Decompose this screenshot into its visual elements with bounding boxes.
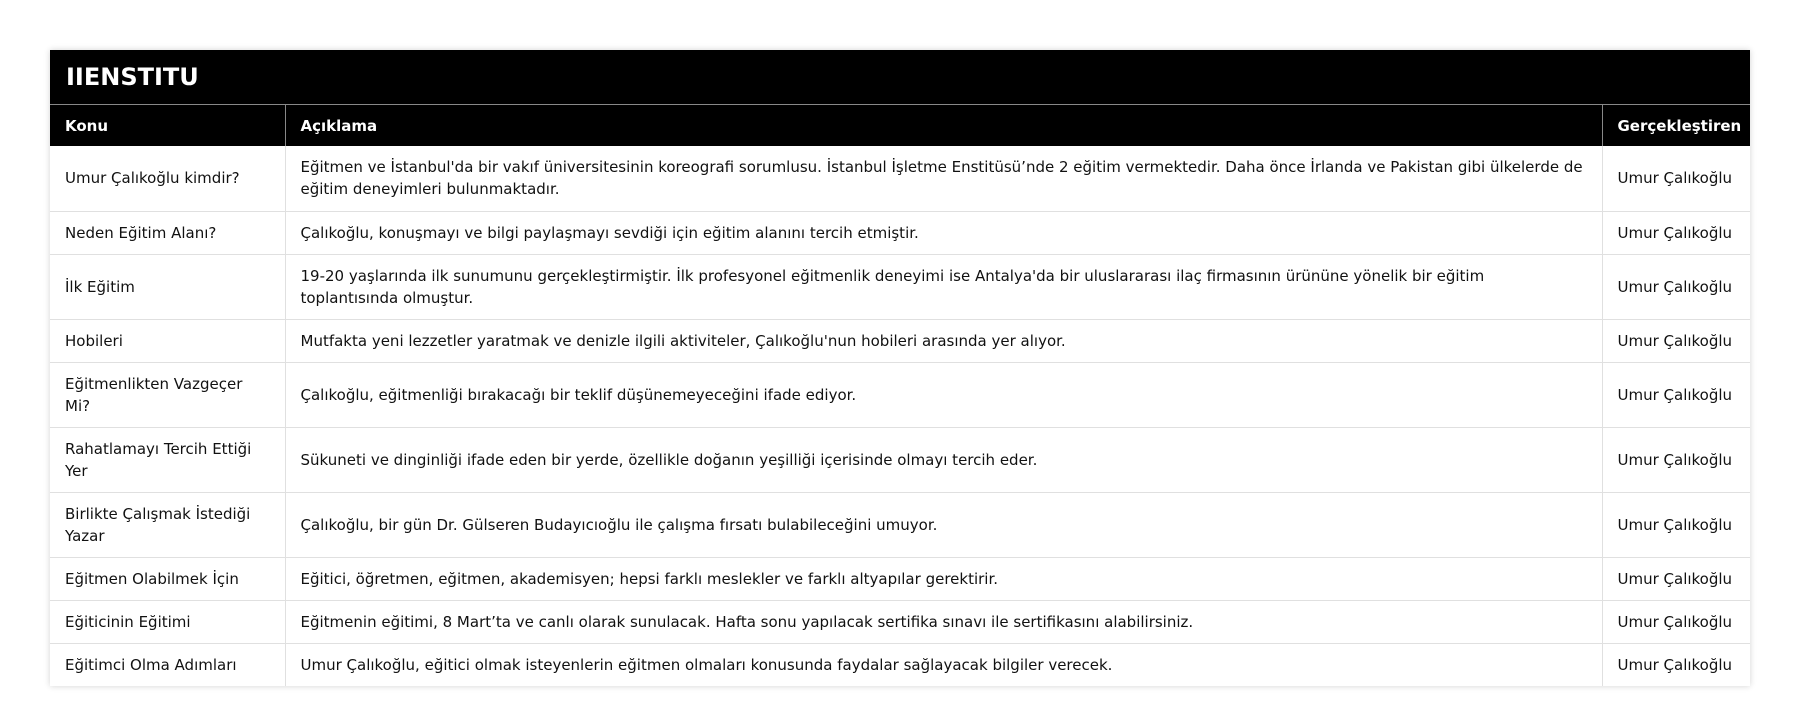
table-header-row <box>50 105 1750 146</box>
table-row <box>50 427 1750 492</box>
performer-cell: Umur Çalıkoğlu <box>1602 600 1750 643</box>
description-cell: Çalıkoğlu, konuşmayı ve bilgi paylaşmayı sevdiği için eğitim alanını tercih etmiştir. <box>285 211 1602 254</box>
performer-cell: Umur Çalıkoğlu <box>1602 492 1750 557</box>
description-cell: Eğitici, öğretmen, eğitmen, akademisyen; hepsi farklı meslekler ve farklı altyapılar gerektirir. <box>285 557 1602 600</box>
table-row <box>50 319 1750 362</box>
performer-cell: Umur Çalıkoğlu <box>1602 427 1750 492</box>
header-aciklama: Açıklama <box>285 105 1602 146</box>
table-row <box>50 254 1750 319</box>
table-row <box>50 492 1750 557</box>
table-row <box>50 211 1750 254</box>
performer-cell: Umur Çalıkoğlu <box>1602 254 1750 319</box>
info-table <box>50 105 1750 686</box>
performer-cell: Umur Çalıkoğlu <box>1617 169 1733 188</box>
info-table-card <box>50 50 1750 686</box>
topic-cell: Birlikte Çalışmak İstediği Yazar <box>50 492 285 557</box>
performer-cell: Umur Çalıkoğlu <box>1602 211 1750 254</box>
description-cell: Sükuneti ve dinginliği ifade eden bir yerde, özellikle doğanın yeşilliği içerisinde olmayı tercih eder. <box>285 427 1602 492</box>
description-cell: 19-20 yaşlarında ilk sunumunu gerçekleştirmiştir. İlk profesyonel eğitmenlik deneyimi ise Antalya'da bir uluslararası ilaç firmasının ürününe yönelik bir eğitim toplantısında olmuştur. <box>285 254 1602 319</box>
topic-cell: Rahatlamayı Tercih Ettiği Yer <box>50 427 285 492</box>
topic-cell: Umur Çalıkoğlu kimdir? <box>50 146 285 211</box>
topic-cell: Eğitmenlikten Vazgeçer Mi? <box>50 362 285 427</box>
brand-title: IIENSTITU <box>50 50 1750 105</box>
description-cell: Mutfakta yeni lezzetler yaratmak ve denizle ilgili aktiviteler, Çalıkoğlu'nun hobileri arasında yer alıyor. <box>285 319 1602 362</box>
description-cell: Eğitmenin eğitimi, 8 Mart’ta ve canlı olarak sunulacak. Hafta sonu yapılacak sertifika sınavı ile sertifikasını alabilirsiniz. <box>285 600 1602 643</box>
header-gerceklestiren: Gerçekleştiren <box>1602 105 1750 146</box>
topic-cell: İlk Eğitim <box>50 254 285 319</box>
topic-cell: Eğitmen Olabilmek İçin <box>50 557 285 600</box>
topic-cell: Hobileri <box>50 319 285 362</box>
table-row <box>50 362 1750 427</box>
description-cell: Çalıkoğlu, eğitmenliği bırakacağı bir teklif düşünemeyeceğini ifade ediyor. <box>285 362 1602 427</box>
table-row <box>50 600 1750 643</box>
topic-cell: Eğiticinin Eğitimi <box>50 600 285 643</box>
header-konu: Konu <box>50 105 285 146</box>
table-row <box>50 146 1750 211</box>
description-cell: Umur Çalıkoğlu, eğitici olmak isteyenlerin eğitmen olmaları konusunda faydalar sağlayacak bilgiler verecek. <box>285 643 1602 686</box>
table-row <box>50 643 1750 686</box>
description-cell: Çalıkoğlu, bir gün Dr. Gülseren Budayıcıoğlu ile çalışma fırsatı bulabileceğini umuyor. <box>285 492 1602 557</box>
performer-cell: Umur Çalıkoğlu <box>1602 362 1750 427</box>
topic-cell: Neden Eğitim Alanı? <box>50 211 285 254</box>
performer-cell: Umur Çalıkoğlu <box>1602 319 1750 362</box>
table-row <box>50 557 1750 600</box>
performer-cell: Umur Çalıkoğlu <box>1602 643 1750 686</box>
topic-cell: Eğitimci Olma Adımları <box>50 643 285 686</box>
performer-cell: Umur Çalıkoğlu <box>1602 557 1750 600</box>
description-cell: Eğitmen ve İstanbul'da bir vakıf üniversitesinin koreografi sorumlusu. İstanbul İşletme Enstitüsü’nde 2 eğitim vermektedir. Daha önce İrlanda ve Pakistan gibi ülkelerde de eğitim deneyimleri bulunmaktadır. <box>285 146 1602 211</box>
